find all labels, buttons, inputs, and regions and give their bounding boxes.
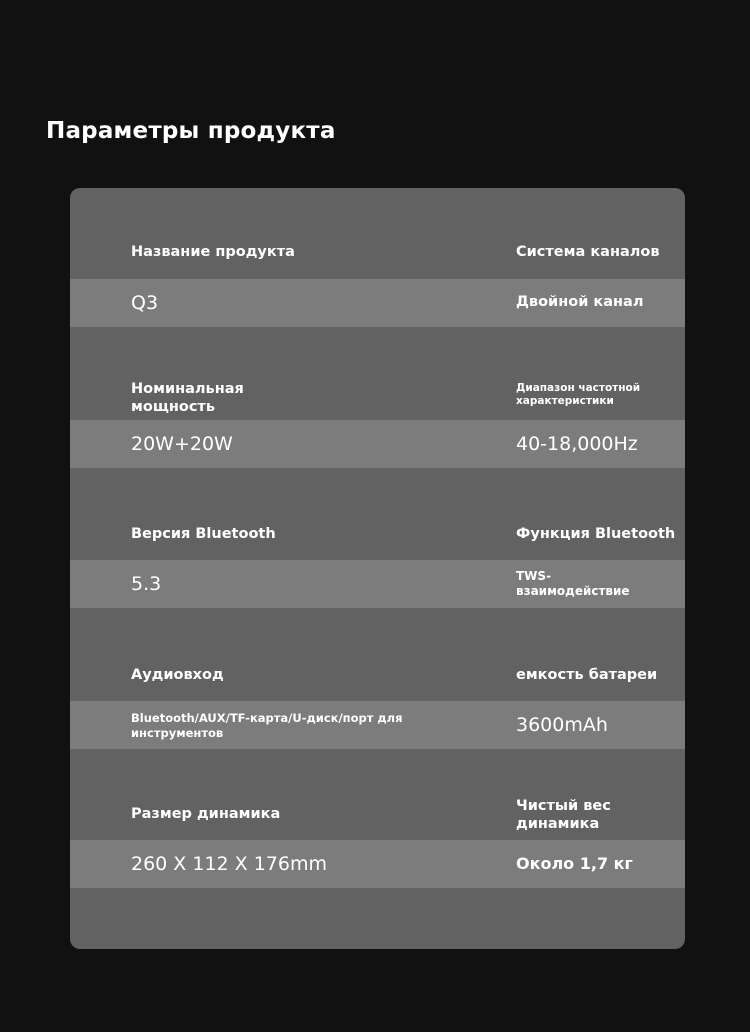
spec-label-battery-capacity: емкость батареи xyxy=(516,667,658,683)
spec-value-row xyxy=(70,701,685,749)
spec-value-audio-input-line1: Bluetooth/AUX/TF-карта/U-диск/порт для xyxy=(131,711,403,725)
spec-value-frequency-range: 40-18,000Hz xyxy=(516,433,638,455)
spec-value-speaker-size: 260 X 112 X 176mm xyxy=(131,853,328,875)
spec-label-rated-power-line2: мощность xyxy=(131,399,215,415)
spec-label-bluetooth-version: Версия Bluetooth xyxy=(131,526,276,542)
spec-value-row xyxy=(70,840,685,888)
spec-label-frequency-range-line2: характеристики xyxy=(516,395,614,407)
spec-label-channel-system: Система каналов xyxy=(516,244,660,260)
spec-value-rated-power: 20W+20W xyxy=(131,433,233,455)
spec-label-rated-power-line1: Номинальная xyxy=(131,381,244,397)
spec-label-frequency-range-line1: Диапазон частотной xyxy=(516,382,641,394)
spec-label-speaker-size: Размер динамика xyxy=(131,806,281,822)
spec-value-audio-input xyxy=(131,711,403,741)
spec-label-bluetooth-function: Функция Bluetooth xyxy=(516,526,676,542)
page-title: Параметры продукта xyxy=(46,118,336,144)
spec-value-row xyxy=(70,420,685,468)
spec-value-bluetooth-function-line2: взаимодействие xyxy=(516,584,630,598)
spec-value-net-weight: Около 1,7 кг xyxy=(516,854,633,873)
spec-value-bluetooth-function xyxy=(516,569,630,599)
spec-label-frequency-range xyxy=(516,382,640,408)
spec-card xyxy=(70,188,685,949)
spec-value-row xyxy=(70,279,685,327)
spec-value-product-name: Q3 xyxy=(131,292,159,314)
spec-label-audio-input: Аудиовход xyxy=(131,667,224,683)
spec-label-rated-power xyxy=(131,380,244,416)
spec-value-row xyxy=(70,560,685,608)
spec-value-bluetooth-function-line1: TWS- xyxy=(516,569,552,583)
spec-value-channel-system: Двойной канал xyxy=(516,294,644,310)
spec-label-net-weight-line1: Чистый вес xyxy=(516,798,611,814)
spec-value-bluetooth-version: 5.3 xyxy=(131,573,162,595)
spec-value-battery-capacity: 3600mAh xyxy=(516,714,608,736)
spec-label-net-weight-line2: динамика xyxy=(516,816,600,832)
spec-label-net-weight xyxy=(516,797,611,833)
spec-label-product-name: Название продукта xyxy=(131,244,295,260)
spec-value-audio-input-line2: инструментов xyxy=(131,726,224,740)
